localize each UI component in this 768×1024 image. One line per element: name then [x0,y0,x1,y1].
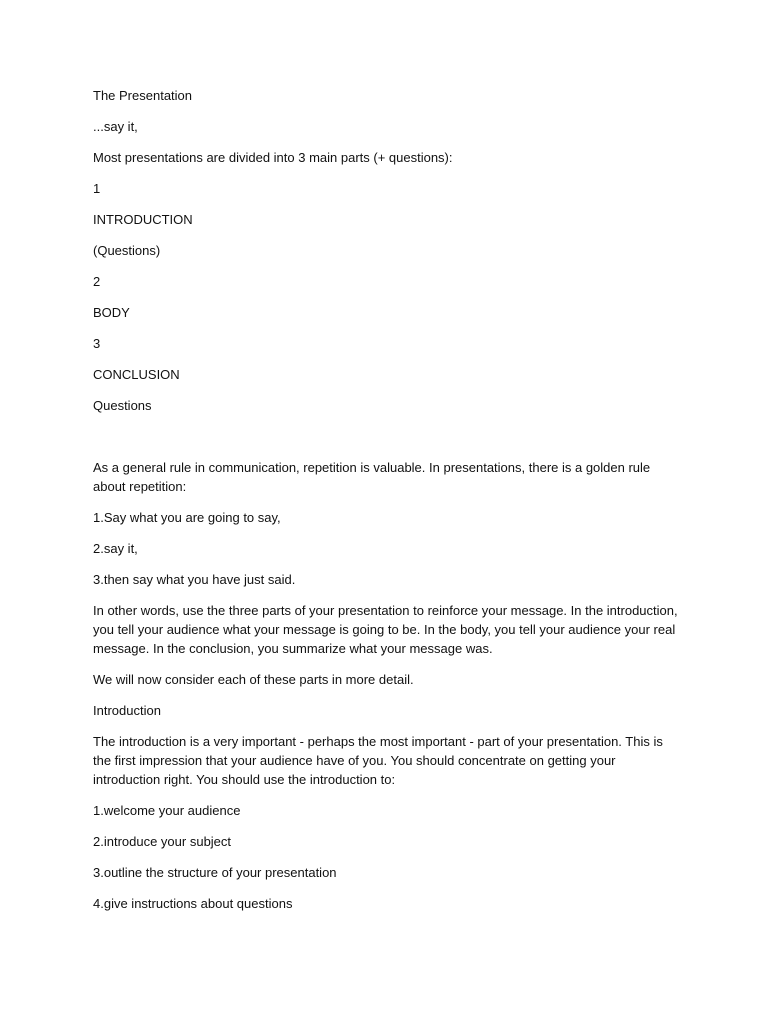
detail-note: We will now consider each of these parts in more detail. [93,672,414,687]
introduction-heading: Introduction [93,703,161,718]
other-words-paragraph: In other words, use the three parts of your presentation to reinforce your message. In the introduction, you tell your audience what your message is going to be. In the body, you tell your audience your real message. In the conclusion, you summarize what your message was. [93,603,678,656]
repetition-rule-paragraph: As a general rule in communication, repetition is valuable. In presentations, there is a golden rule about repetition: [93,460,651,494]
say-it-line: ...say it, [93,119,138,134]
introduction-item-1: 1.welcome your audience [93,803,241,818]
introduction-item-2: 2.introduce your subject [93,834,232,849]
part-number-2: 2 [93,274,101,289]
rule-item-3: 3.then say what you have just said. [93,572,296,587]
parts-intro: Most presentations are divided into 3 main parts (+ questions): [93,150,453,165]
rule-item-2: 2.say it, [93,541,138,556]
part-number-3: 3 [93,336,101,351]
rule-item-1: 1.Say what you are going to say, [93,510,281,525]
part-questions-optional: (Questions) [93,243,161,258]
part-body: BODY [93,305,130,320]
document-title: The Presentation [93,88,193,103]
part-number-1: 1 [93,181,101,196]
part-questions: Questions [93,398,152,413]
document-body [93,86,683,925]
section-spacer [93,427,683,458]
part-introduction: INTRODUCTION [93,212,193,227]
introduction-item-4: 4.give instructions about questions [93,896,293,911]
introduction-paragraph: The introduction is a very important - perhaps the most important - part of your presentation. This is the first impression that your audience have of you. You should concentrate on getting your introduction right. You should use the introduction to: [93,734,663,787]
part-conclusion: CONCLUSION [93,367,180,382]
introduction-item-3: 3.outline the structure of your presentation [93,865,337,880]
